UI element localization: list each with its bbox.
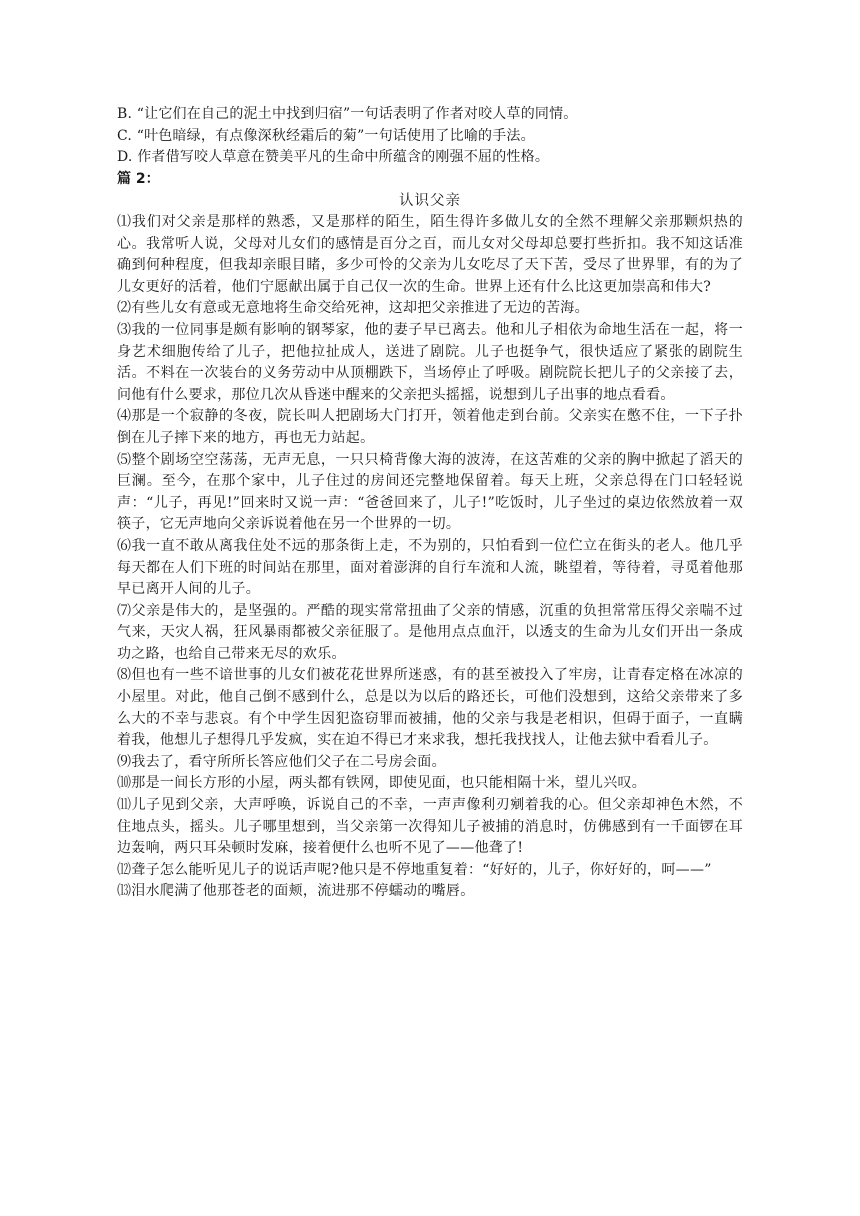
option-d: D. 作者借写咬人草意在赞美平凡的生命中所蕴含的刚强不屈的性格。: [117, 149, 550, 165]
paragraph-1: ⑴我们对父亲是那样的熟悉，又是那样的陌生，陌生得许多做儿女的全然不理解父亲那颗炽热的心。我常听人说，父母对儿女们的感情是百分之百，而儿女对父母却总要打些折扣。我不知这话准确到何种程度，但我却亲眼目睹，多少可怜的父亲为儿女吃尽了天下苦，受尽了世界罪，有的为了儿女更好的活着，他们宁愿献出属于自己仅一次的生命。世界上还有什么比这更加崇高和伟大?: [117, 214, 743, 295]
paragraph-4: ⑷那是一个寂静的冬夜，院长叫人把剧场大门打开，领着他走到台前。父亲实在憋不住，一下子扑倒在儿子摔下来的地方，再也无力站起。: [117, 408, 743, 446]
option-b: B. “让它们在自己的泥土中找到归宿”一句话表明了作者对咬人草的同情。: [117, 106, 578, 122]
paragraph-12: ⑿聋子怎么能听见儿子的说话声呢?他只是不停地重复着：“好好的，儿子，你好好的，呵——”: [117, 861, 712, 878]
paragraph-10: ⑽那是一间长方形的小屋，两头都有铁网，即使见面，也只能相隔十米，望儿兴叹。: [117, 775, 647, 792]
paragraph-13: ⒀泪水爬满了他那苍老的面颊，流进那不停蠕动的嘴唇。: [117, 883, 475, 900]
document-page: [117, 104, 743, 903]
paragraph-2: ⑵有些儿女有意或无意地将生命交给死神，这却把父亲推进了无边的苦海。: [117, 300, 589, 317]
paragraph-6: ⑹我一直不敢从离我住处不远的那条街上走，不为别的，只怕看到一位伫立在街头的老人。他几乎每天都在人们下班的时间站在那里，面对着澎湃的自行车流和人流，眺望着，等待着，寻觅着他那早已离开人间的儿子。: [117, 537, 743, 598]
paragraph-8: ⑻但也有一些不谙世事的儿女们被花花世界所迷惑，有的甚至被投入了牢房，让青春定格在冰凉的小屋里。对此，他自己倒不感到什么，总是以为以后的路还长，可他们没想到，这给父亲带来了多么大的不幸与悲哀。有个中学生因犯盗窃罪而被捕，他的父亲与我是老相识，但碍于面子，一直瞒着我，他想儿子想得几乎发疯，实在迫不得已才来求我，想托我找找人，让他去狱中看看儿子。: [117, 667, 743, 749]
section-label: 篇 2：: [117, 170, 160, 187]
paragraph-5: ⑸整个剧场空空荡荡，无声无息，一只只椅背像大海的波涛，在这苦难的父亲的胸中掀起了滔天的巨澜。至今，在那个家中，儿子住过的房间还完整地保留着。每天上班，父亲总得在门口轻轻说声：“儿子，再见!”回来时又说一声：“爸爸回来了，儿子!”吃饭时，儿子坐过的桌边依然放着一双筷子，它无声地向父亲诉说着他在另一个世界的一切。: [117, 451, 743, 533]
paragraph-11: ⑾儿子见到父亲，大声呼唤，诉说自己的不幸，一声声像利刃剜着我的心。但父亲却神色木然，不住地点头，摇头。儿子哪里想到，当父亲第一次得知儿子被捕的消息时，仿佛感到有一千面锣在耳边轰响，两只耳朵顿时发麻，接着便什么也听不见了——他聋了!: [117, 797, 743, 857]
option-c: C. “叶色暗绿，有点像深秋经霜后的菊”一句话使用了比喻的手法。: [117, 127, 535, 144]
paragraph-7: ⑺父亲是伟大的，是坚强的。严酷的现实常常扭曲了父亲的情感，沉重的负担常常压得父亲喘不过气来，天灾人祸，狂风暴雨都被父亲征服了。是他用点点血汗，以透支的生命为儿女们开出一条成功之路，也给自己带来无尽的欢乐。: [117, 602, 743, 662]
paragraph-9: ⑼我去了，看守所所长答应他们父子在二号房会面。: [117, 753, 446, 770]
paragraph-3: ⑶我的一位同事是颇有影响的钢琴家，他的妻子早已离去。他和儿子相依为命地生活在一起，将一身艺术细胞传给了儿子，把他拉扯成人，送进了剧院。儿子也挺争气，很快适应了紧张的剧院生活。不料在一次装台的义务劳动中从顶棚跌下，当场停止了呼吸。剧院院长把儿子的父亲接了去，问他有什么要求，那位几次从昏迷中醒来的父亲把头摇摇，说想到儿子出事的地点看看。: [117, 321, 743, 403]
article-title: 认识父亲: [399, 193, 461, 209]
